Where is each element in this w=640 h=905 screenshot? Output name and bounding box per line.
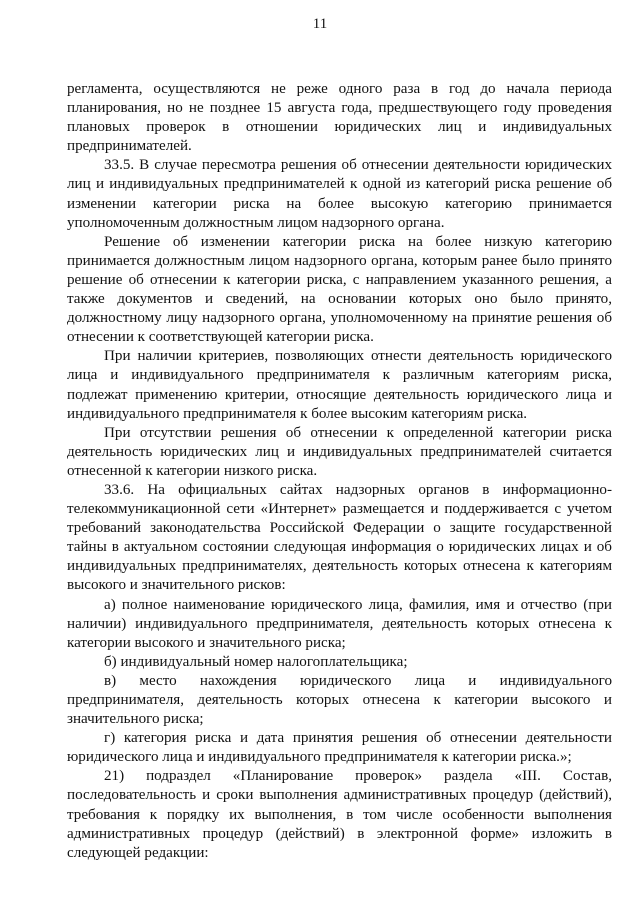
paragraph-33-5: 33.5. В случае пересмотра решения об отнесении деятельности юридических лиц и индивидуальных предпринимателей к одной из категорий риска решение об изменении категории риска на более высокую категорию принимается уполномоченным должностным лицом надзорного органа. [67, 157, 612, 231]
paragraph-regulation-continuation: регламента, осуществляются не реже одного раза в год до начала периода планирования, но не позднее 15 августа года, предшествующего году проведения плановых проверок в отношении юридических лиц и индивидуальных предпринимателей. [67, 81, 612, 155]
list-item-v: в) место нахождения юридического лица и индивидуального предпринимателя, деятельность которых отнесена к категории высокого и значительного риска; [67, 672, 612, 728]
paragraph-21: 21) подраздел «Планирование проверок» раздела «III. Состав, последовательность и сроки выполнения административных процедур (действий), требования к порядку их выполнения, в том числе особенности выполнения административных процедур (действий) в электронной форме» изложить в следующей редакции: [67, 768, 612, 861]
page-number: 11 [312, 16, 328, 32]
list-item-b: б) индивидуальный номер налогоплательщика; [104, 653, 408, 670]
list-item-a: а) полное наименование юридического лица, фамилия, имя и отчество (при наличии) индивидуального предпринимателя, деятельность которых отнесена к категории высокого и значительного риска; [67, 596, 612, 651]
paragraph-no-decision: При отсутствии решения об отнесении к определенной категории риска деятельность юридических лиц и индивидуальных предпринимателей считается отнесенной к категории низкого риска. [67, 424, 612, 479]
paragraph-criteria: При наличии критериев, позволяющих отнести деятельность юридического лица и индивидуального предпринимателя к различным категориям риска, подлежат применению критерии, относящие деятельность юридического лица и индивидуального предпринимателя к более высоким категориям риска. [67, 348, 612, 422]
paragraph-lower-risk-decision: Решение об изменении категории риска на более низкую категорию принимается должностным лицом надзорного органа, которым ранее было принято решение об отнесении к категории риска, с направлением указанного решения, а также документов и сведений, на основании которых оно было принято, должностному лицу надзорного органа, уполномоченному на принятие решения об отнесении к соответствующей категории риска. [67, 233, 612, 346]
document-body [67, 80, 612, 863]
list-item-g: г) категория риска и дата принятия решения об отнесении деятельности юридического лица и индивидуального предпринимателя к категории риска.»; [67, 730, 612, 766]
paragraph-33-6: 33.6. На официальных сайтах надзорных органов в информационно-телекоммуникационной сети «Интернет» размещается и поддерживается с учетом требований законодательства Российской Федерации о защите государственной тайны в актуальном состоянии следующая информация о юридических лицах и об индивидуальных предпринимателях, деятельность которых отнесена к категориям высокого и значительного рисков: [67, 481, 612, 594]
